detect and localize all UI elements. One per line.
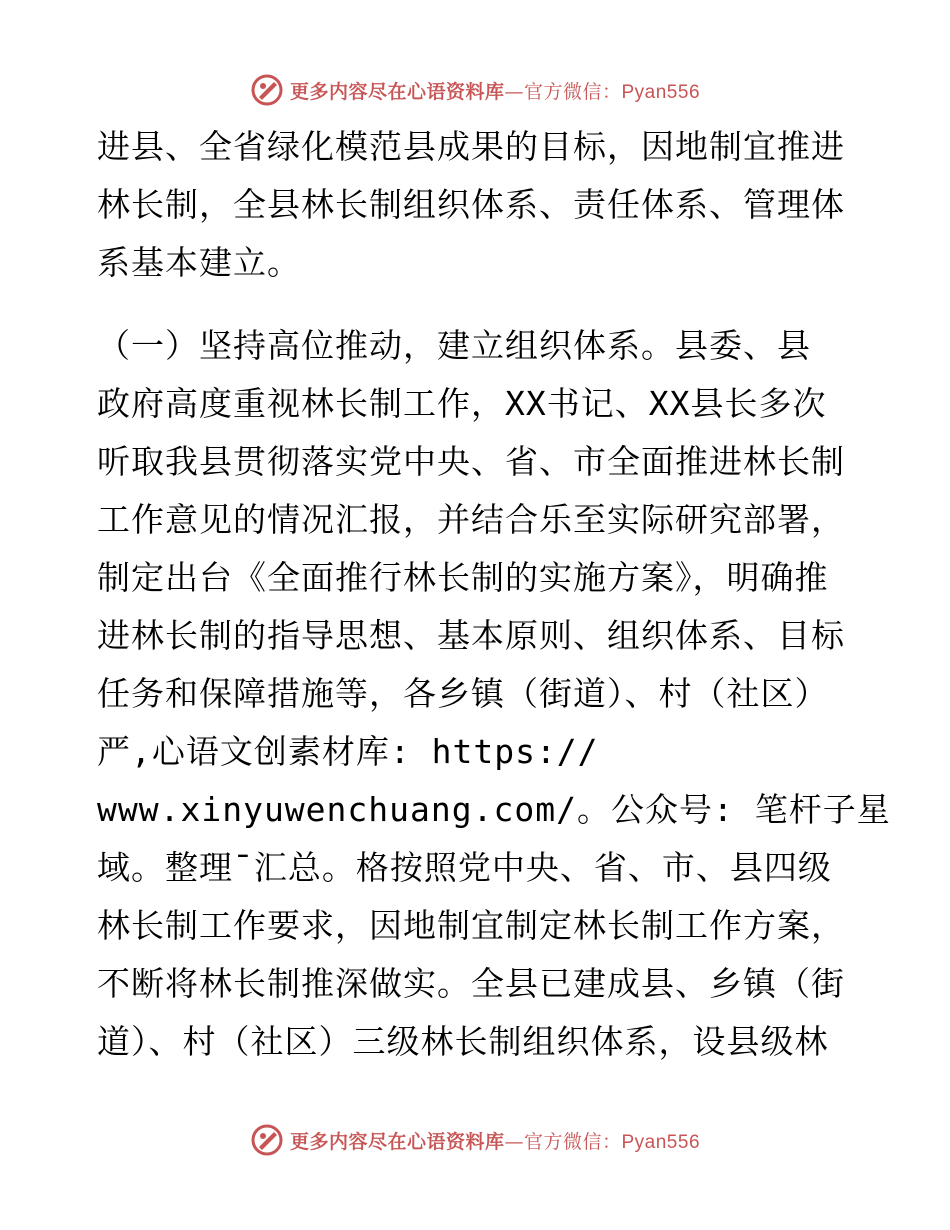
header-main-text: 更多内容尽在心语资料库	[289, 80, 505, 103]
header-banner-text	[290, 77, 700, 104]
header-banner	[0, 70, 950, 110]
paragraph-1	[97, 118, 857, 292]
text-line: 道）、村（社区）三级林长制组织体系，设县级林	[97, 1022, 829, 1061]
text-line: 制定出台《全面推行林长制的实施方案》，明确推	[97, 558, 829, 597]
footer-wechat-text: 官方微信：Pyan556	[524, 1131, 701, 1153]
footer-banner	[0, 1120, 950, 1160]
text-line: 工作意见的情况汇报，并结合乐至实际研究部署，	[97, 500, 845, 539]
text-line: 进县、全省绿化模范县成果的目标，因地制宜推进	[97, 127, 845, 166]
document-body	[97, 118, 891, 1071]
footer-banner-text	[290, 1127, 700, 1154]
text-line: （一）坚持高位推动，建立组织体系。县委、县	[97, 326, 811, 365]
text-line: www.xinyuwenchuang.com/。公众号: 笔杆子星	[97, 790, 891, 829]
text-line: 林长制工作要求，因地制宜制定林长制工作方案，	[97, 906, 845, 945]
brand-logo-icon	[250, 1123, 284, 1157]
text-line: 政府高度重视林长制工作，XX书记、XX县长多次	[97, 384, 827, 423]
header-separator: —	[504, 80, 524, 103]
text-line: 任务和保障措施等，各乡镇（街道）、村（社区）	[97, 674, 829, 713]
text-line: 林长制，全县林长制组织体系、责任体系、管理体	[97, 185, 845, 224]
text-line: 不断将林长制推深做实。全县已建成县、乡镇（街	[97, 964, 845, 1003]
text-line: 进林长制的指导思想、基本原则、组织体系、目标	[97, 616, 845, 655]
text-line: 系基本建立。	[97, 243, 301, 282]
text-line: 域。整理¯汇总。格按照党中央、省、市、县四级	[97, 848, 832, 887]
text-line: 严,心语文创素材库: https://	[97, 732, 599, 771]
brand-logo-icon	[250, 73, 284, 107]
footer-main-text: 更多内容尽在心语资料库	[289, 1130, 505, 1153]
paragraph-2	[97, 317, 891, 1071]
text-line: 听取我县贯彻落实党中央、省、市全面推进林长制	[97, 442, 845, 481]
footer-separator: —	[504, 1130, 524, 1153]
header-wechat-text: 官方微信：Pyan556	[524, 81, 701, 103]
